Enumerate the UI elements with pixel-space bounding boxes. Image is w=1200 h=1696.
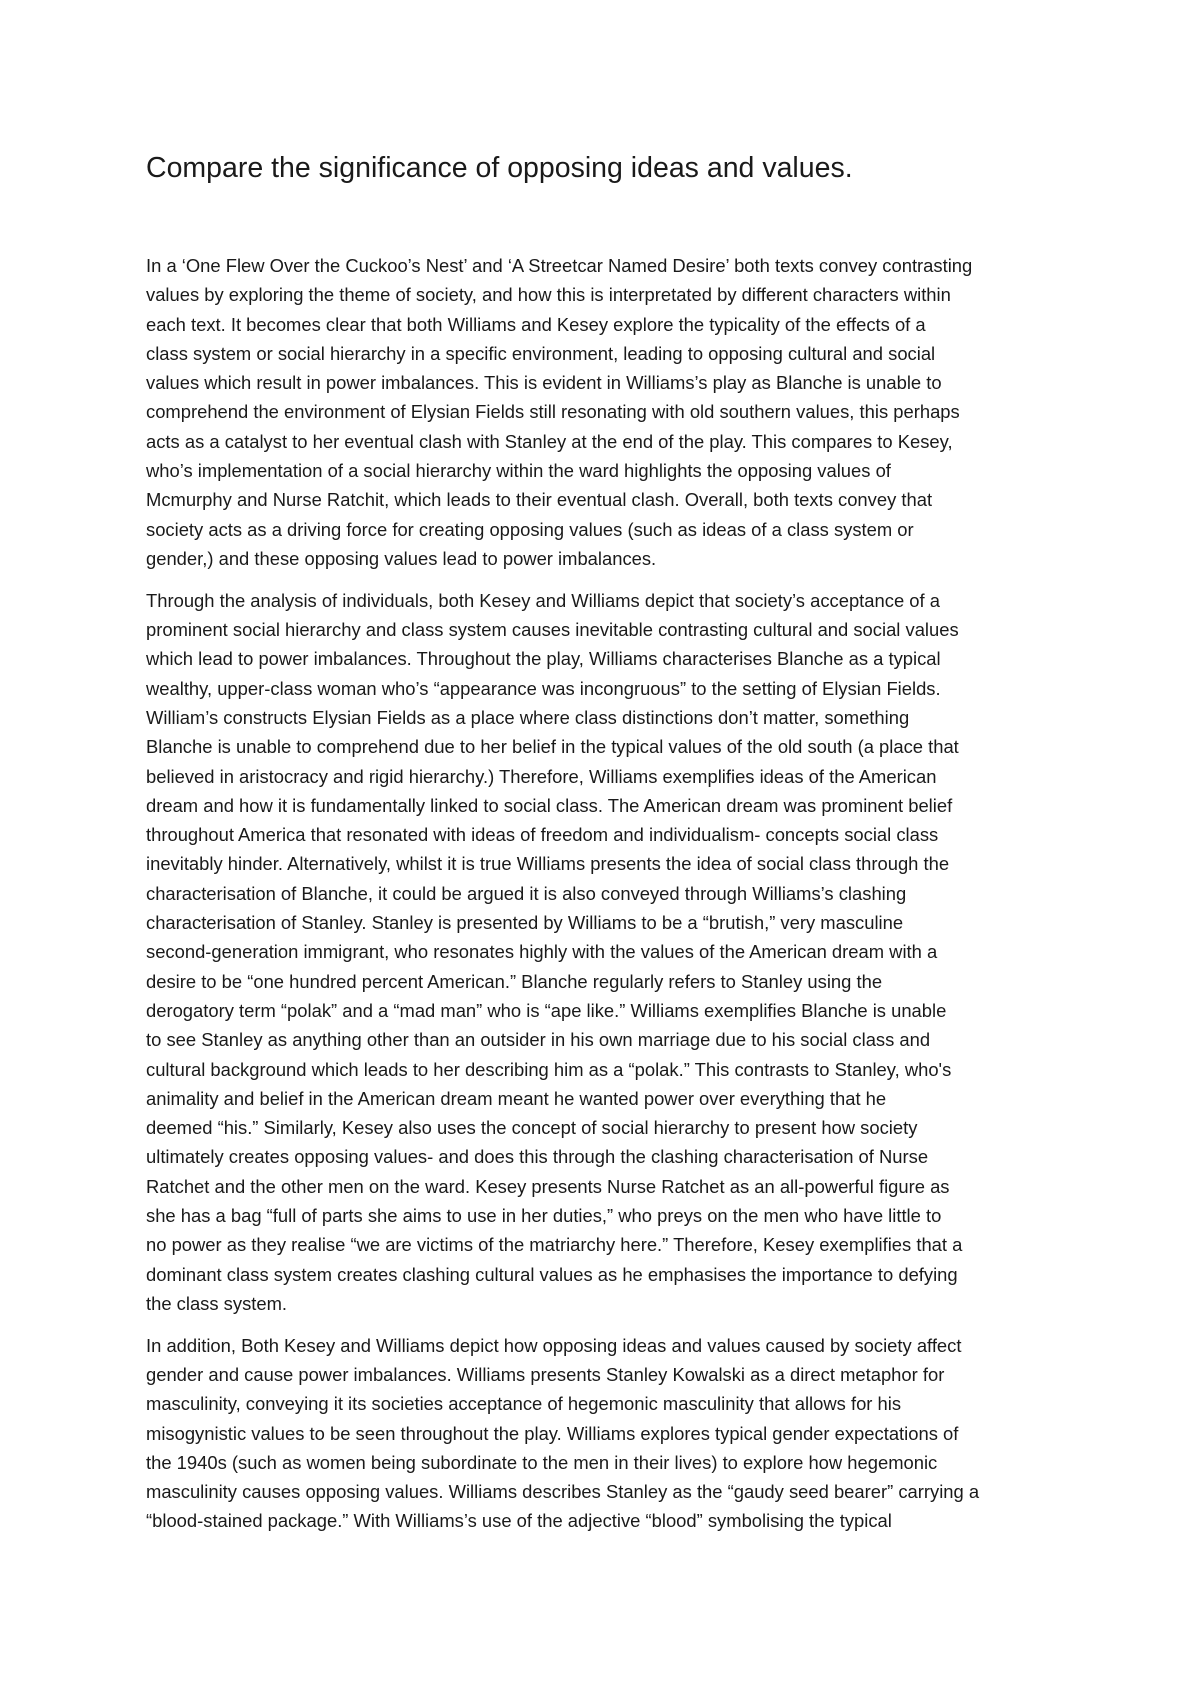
text-line: which lead to power imbalances. Throughout the play, Williams characterises Blanche as a typical (146, 648, 941, 670)
paragraph-2 (146, 586, 1064, 1318)
text-line: Blanche is unable to comprehend due to her belief in the typical values of the old south (a place that (146, 736, 959, 758)
text-line: believed in aristocracy and rigid hierarchy.) Therefore, Williams exemplifies ideas of the American (146, 765, 937, 787)
text-line: Ratchet and the other men on the ward. Kesey presents Nurse Ratchet as an all-powerful figure as (146, 1175, 950, 1197)
text-line: ultimately creates opposing values- and does this through the clashing characterisation of Nurse (146, 1146, 929, 1168)
text-line: derogatory term “polak” and a “mad man” who is “ape like.” Williams exemplifies Blanche is unable (146, 999, 947, 1021)
text-line: characterisation of Stanley. Stanley is presented by Williams to be a “brutish,” very masculine (146, 912, 904, 934)
text-line: gender and cause power imbalances. Williams presents Stanley Kowalski as a direct metaphor for (146, 1363, 945, 1385)
text-line: masculinity causes opposing values. Williams describes Stanley as the “gaudy seed bearer” carrying a (146, 1481, 980, 1503)
text-line: desire to be “one hundred percent American.” Blanche regularly refers to Stanley using the (146, 970, 883, 992)
text-line: class system or social hierarchy in a specific environment, leading to opposing cultural and social (146, 342, 936, 364)
text-line: values which result in power imbalances. This is evident in Williams’s play as Blanche is unable to (146, 372, 942, 394)
text-line: misogynistic values to be seen throughout the play. Williams explores typical gender expectations of (146, 1422, 959, 1444)
text-line: acts as a catalyst to her eventual clash with Stanley at the end of the play. This compares to Kesey, (146, 430, 953, 452)
text-line: In a ‘One Flew Over the Cuckoo’s Nest’ and ‘A Streetcar Named Desire’ both texts convey contrasting (146, 255, 973, 276)
document-body (146, 251, 1064, 1548)
text-line: the 1940s (such as women being subordinate to the men in their lives) to explore how hegemonic (146, 1451, 938, 1473)
text-line: values by exploring the theme of society, and how this is interpretated by different characters within (146, 284, 951, 306)
text-line: society acts as a driving force for creating opposing values (such as ideas of a class system or (146, 518, 914, 540)
paragraph-1 (146, 251, 1064, 573)
text-line: gender,) and these opposing values lead to power imbalances. (146, 547, 657, 569)
text-line: characterisation of Blanche, it could be argued it is also conveyed through Williams’s clashing (146, 882, 907, 904)
text-line: William’s constructs Elysian Fields as a place where class distinctions don’t matter, something (146, 706, 910, 728)
text-line: prominent social hierarchy and class system causes inevitable contrasting cultural and social values (146, 619, 959, 641)
text-line: the class system. (146, 1292, 288, 1314)
text-line: masculinity, conveying it its societies acceptance of hegemonic masculinity that allows for his (146, 1393, 902, 1415)
text-line: deemed “his.” Similarly, Kesey also uses the concept of social hierarchy to present how society (146, 1117, 918, 1139)
text-line: to see Stanley as anything other than an outsider in his own marriage due to his social class and (146, 1029, 931, 1051)
text-line: animality and belief in the American dream meant he wanted power over everything that he (146, 1087, 887, 1109)
text-line: dream and how it is fundamentally linked to social class. The American dream was prominent belief (146, 794, 953, 816)
text-line: comprehend the environment of Elysian Fields still resonating with old southern values, this perhaps (146, 401, 960, 423)
text-line: inevitably hinder. Alternatively, whilst it is true Williams presents the idea of social class through the (146, 853, 950, 875)
text-line: who’s implementation of a social hierarchy within the ward highlights the opposing values of (146, 460, 891, 482)
text-line: “blood-stained package.” With Williams’s use of the adjective “blood” symbolising the typical (146, 1510, 892, 1532)
text-line: In addition, Both Kesey and Williams depict how opposing ideas and values caused by society affect (146, 1334, 962, 1356)
text-line: cultural background which leads to her describing him as a “polak.” This contrasts to Stanley, who's (146, 1058, 952, 1080)
text-line: wealthy, upper-class woman who’s “appearance was incongruous” to the setting of Elysian Fields. (146, 677, 941, 699)
text-line: she has a bag “full of parts she aims to use in her duties,” who preys on the men who have little to (146, 1205, 942, 1226)
text-line: Through the analysis of individuals, both Kesey and Williams depict that society’s acceptance of a (146, 589, 940, 611)
text-line: each text. It becomes clear that both Williams and Kesey explore the typicality of the effects of a (146, 313, 926, 335)
text-line: throughout America that resonated with ideas of freedom and individualism- concepts social class (146, 824, 939, 846)
document-title: Compare the significance of opposing ideas and values. (146, 152, 853, 184)
paragraph-3 (146, 1331, 1064, 1536)
text-line: Mcmurphy and Nurse Ratchit, which leads to their eventual clash. Overall, both texts convey that (146, 489, 933, 511)
text-line: dominant class system creates clashing cultural values as he emphasises the importance to defying (146, 1263, 958, 1285)
text-line: second-generation immigrant, who resonates highly with the values of the American dream with a (146, 941, 938, 963)
text-line: no power as they realise “we are victims of the matriarchy here.” Therefore, Kesey exemplifies that a (146, 1234, 963, 1256)
